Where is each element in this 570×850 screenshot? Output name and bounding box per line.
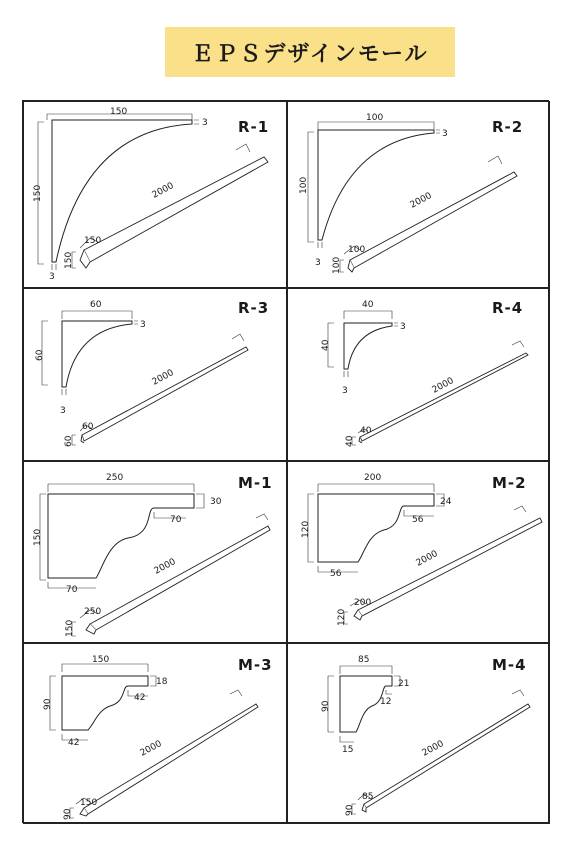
dim-thickness-top: 3 [140,320,146,330]
dim-section-h: 40 [345,435,355,447]
dim-section-h: 150 [64,251,74,269]
dim-height: 90 [321,700,331,712]
dim-thickness-side: 3 [60,406,66,416]
r3-drawing [24,289,288,462]
dim-bottom-w: 42 [68,738,80,748]
dim-inner-w: 56 [412,515,424,525]
dim-length: 2000 [150,368,176,388]
catalog-grid [22,100,549,823]
catalog-cell-r2 [287,101,550,288]
m4-drawing [288,644,551,825]
dim-section-h: 150 [65,619,75,637]
product-code: R-3 [238,299,270,317]
catalog-cell-m1 [23,461,287,643]
dim-length: 2000 [408,191,434,211]
product-code: R-1 [238,118,270,136]
page-title: ＥＰＳデザインモール [191,41,429,67]
m1-drawing [24,462,288,644]
dim-width: 200 [364,473,382,483]
dim-top-step: 21 [398,679,410,689]
dim-length: 2000 [152,557,178,577]
product-code: M-3 [238,656,273,674]
dim-width: 40 [362,300,374,310]
dim-height: 40 [321,339,331,351]
dim-section-w: 250 [84,607,102,617]
dim-bottom-w: 70 [66,585,78,595]
dim-section-w: 150 [84,236,102,246]
dim-width: 250 [106,473,124,483]
dim-width: 85 [358,655,370,665]
dim-inner-w: 42 [134,693,146,703]
dim-section-w: 200 [354,598,372,608]
dim-thickness-top: 3 [202,118,208,128]
catalog-cell-m2 [287,461,550,643]
dim-thickness-side: 3 [315,258,321,268]
product-code: M-2 [492,474,527,492]
dim-section-w: 85 [362,792,374,802]
dim-inner-w: 70 [170,515,182,525]
r1-drawing [24,102,288,289]
r4-drawing [288,289,551,462]
dim-length: 2000 [150,181,176,201]
dim-thickness-top: 3 [400,322,406,332]
dim-thickness-side: 3 [342,386,348,396]
product-code: R-2 [492,118,524,136]
product-code: M-1 [238,474,273,492]
dim-top-step: 18 [156,677,168,687]
r2-drawing [288,102,551,289]
dim-length: 2000 [420,739,446,759]
dim-section-w: 40 [360,426,372,436]
dim-height: 150 [33,184,43,202]
catalog-cell-r1 [23,101,287,288]
dim-length: 2000 [414,549,440,569]
product-code: M-4 [492,656,527,674]
catalog-cell-m4 [287,643,550,824]
dim-width: 100 [366,113,384,123]
title-banner [165,27,455,77]
dim-section-w: 150 [80,798,98,808]
dim-width: 150 [92,655,110,665]
dim-width: 60 [90,300,102,310]
dim-section-h: 90 [63,808,73,820]
dim-length: 2000 [138,739,164,759]
dim-length: 2000 [430,376,456,396]
dim-section-w: 100 [348,245,366,255]
dim-section-h: 60 [64,435,74,447]
dim-bottom-w: 56 [330,569,342,579]
dim-height: 60 [35,349,45,361]
dim-height: 150 [33,528,43,546]
dim-section-w: 60 [82,422,94,432]
catalog-cell-r4 [287,288,550,461]
dim-thickness-side: 3 [49,272,55,282]
dim-top-step: 24 [440,497,452,507]
dim-width: 150 [110,107,128,117]
m2-drawing [288,462,551,644]
m3-drawing [24,644,288,825]
catalog-cell-r3 [23,288,287,461]
dim-inner-w: 12 [380,697,392,707]
dim-bottom-w: 15 [342,745,354,755]
dim-height: 100 [299,176,309,194]
dim-height: 120 [301,520,311,538]
dim-section-h: 90 [345,804,355,816]
dim-top-step: 30 [210,497,222,507]
dim-section-h: 100 [332,256,342,274]
dim-thickness-top: 3 [442,129,448,139]
product-code: R-4 [492,299,524,317]
dim-height: 90 [43,698,53,710]
dim-section-h: 120 [337,608,347,626]
catalog-cell-m3 [23,643,287,824]
